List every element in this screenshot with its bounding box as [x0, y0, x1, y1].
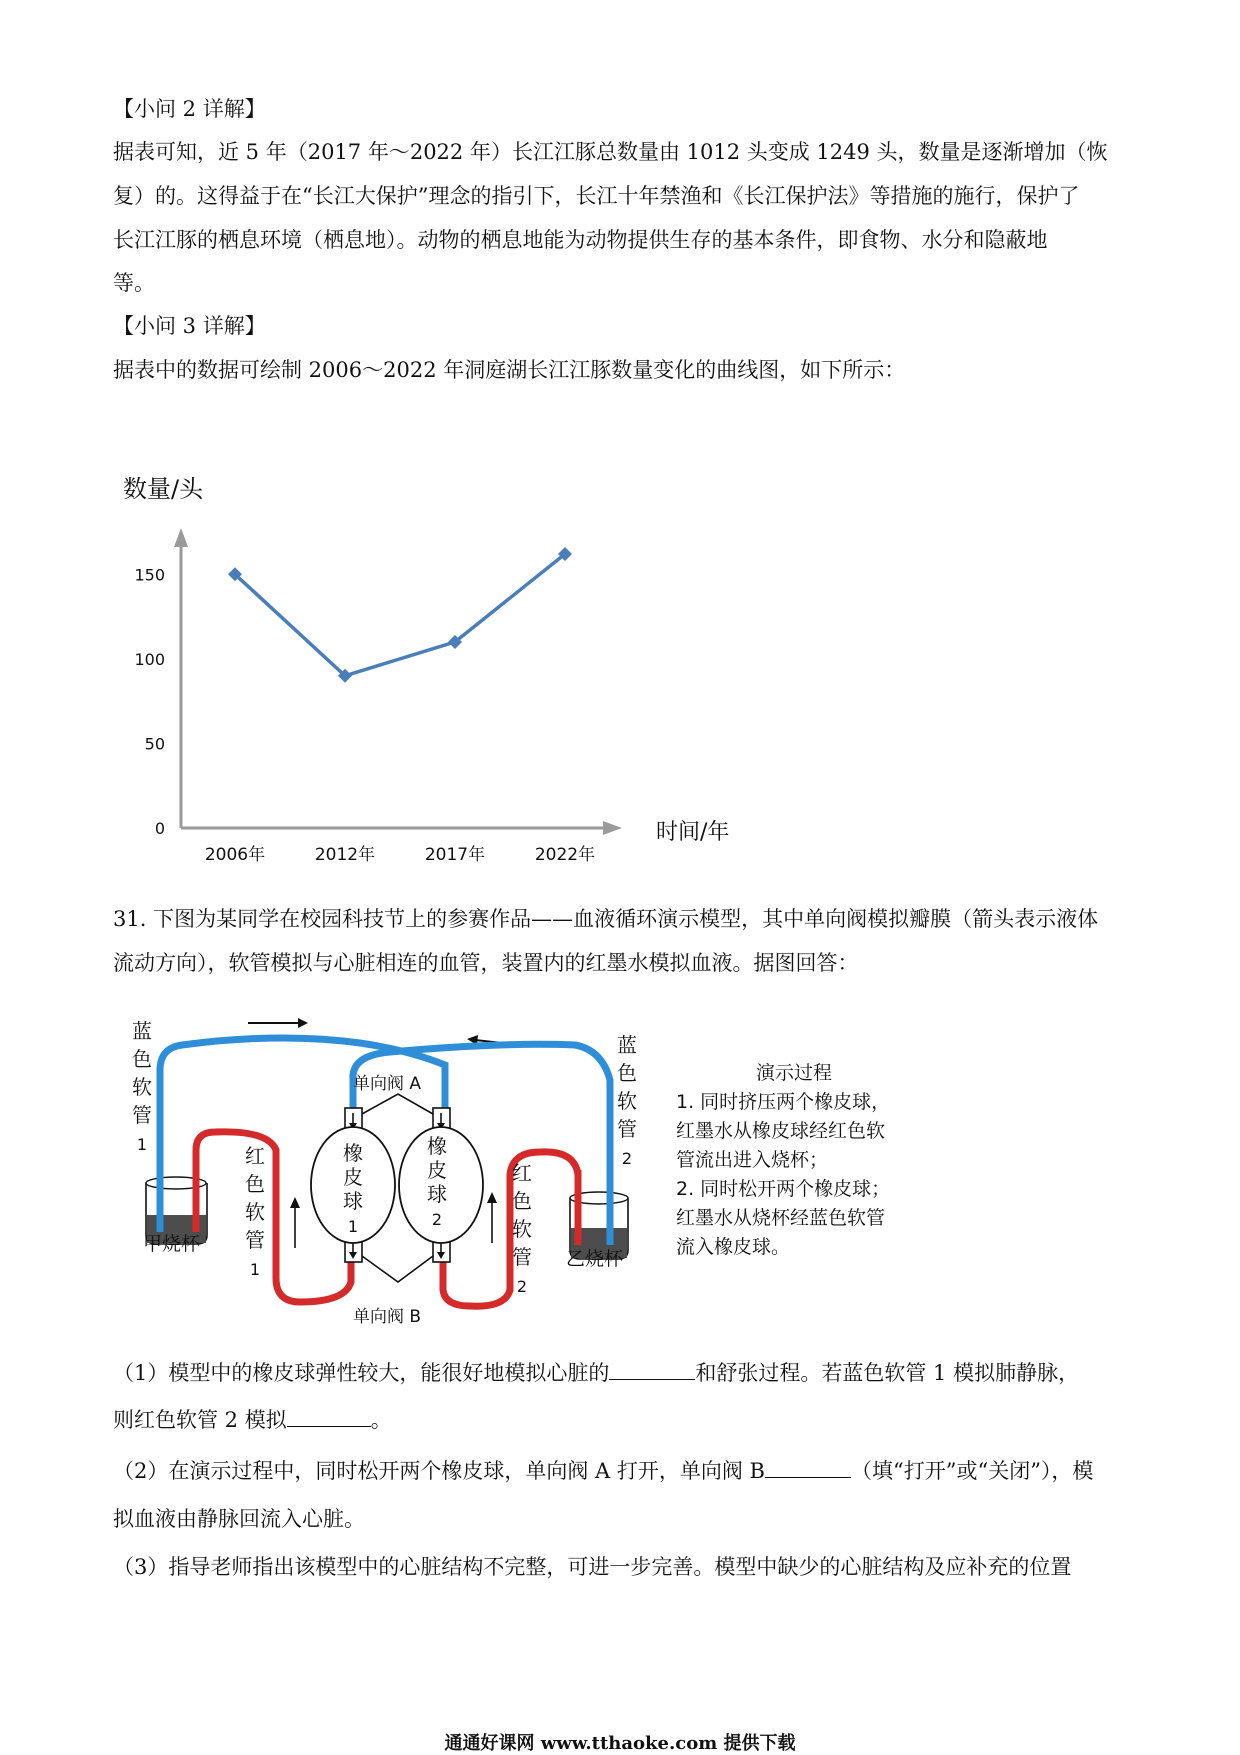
diagram-label-char: 管	[617, 1117, 637, 1141]
diagram-label-char: 软	[512, 1217, 532, 1241]
chart-y-tick-label: 150	[134, 565, 165, 585]
valve-a-frame	[345, 1094, 450, 1132]
diagram-label-char: 2	[431, 1210, 443, 1229]
diagram-label-char: 红	[512, 1161, 532, 1185]
chart-y-tick-label: 0	[154, 819, 165, 838]
diagram-label-char: 色	[132, 1047, 152, 1071]
q31-sub1-line-2	[113, 1408, 392, 1432]
q31-stem-line-1: 31. 下图为某同学在校园科技节上的参赛作品——血液循环演示模型，其中单向阀模拟瓣膜（箭头表示液体	[113, 907, 1099, 931]
diagram-label-char: 蓝	[132, 1019, 152, 1043]
chart-y-tick-label: 50	[144, 734, 165, 754]
demo-step-line: 管流出进入烧杯；	[676, 1149, 829, 1171]
chart-y-tick-label: 100	[134, 649, 165, 669]
q2-heading: 【小问 2 详解】	[113, 97, 266, 121]
q31-sub2-line-1	[113, 1459, 1093, 1483]
q31-sub2-text-a: （2）在演示过程中，同时松开两个橡皮球，单向阀 A 打开，单向阀 B	[113, 1459, 765, 1483]
top-flow-arrow-right	[248, 1018, 308, 1028]
demo-title: 演示过程	[756, 1062, 833, 1084]
diagram-label-char: 橡	[343, 1141, 363, 1165]
diagram-label-char: 软	[245, 1200, 265, 1224]
diagram-label-char: 1	[136, 1135, 148, 1154]
diagram-label-char: 2	[516, 1277, 528, 1296]
answer-blank-3[interactable]	[765, 1459, 851, 1478]
label-blue-tube-1	[132, 1019, 152, 1154]
label-valve-a: 单向阀 A	[353, 1074, 422, 1094]
q2-line-3: 长江江豚的栖息环境（栖息地）。动物的栖息地能为动物提供生存的基本条件，即食物、水分和隐蔽地	[113, 228, 1048, 252]
label-valve-b: 单向阀 B	[353, 1307, 422, 1327]
demo-step-line: 红墨水从橡皮球经红色软	[676, 1120, 886, 1142]
diagram-label-char: 球	[343, 1189, 363, 1213]
diagram-label-char: 蓝	[617, 1033, 637, 1057]
page-footer: 通通好课网 www.tthaoke.com 提供下载	[444, 1733, 796, 1754]
label-beaker-jia: 甲烧杯	[143, 1233, 201, 1255]
red-tube-2-up-arrow	[487, 1192, 497, 1243]
q31-sub1-text-d: 。	[370, 1408, 392, 1432]
diagram-label-char: 1	[347, 1217, 359, 1236]
q31-stem-line-2: 流动方向），软管模拟与心脏相连的血管，装置内的红墨水模拟血液。据图回答：	[113, 951, 859, 975]
label-beaker-yi: 乙烧杯	[566, 1248, 624, 1270]
chart-x-tick-label: 2022年	[534, 845, 596, 865]
chart-x-tick-label: 2017年	[424, 845, 486, 865]
diagram-label-char: 软	[617, 1089, 637, 1113]
q31-sub1-text-b: 和舒张过程。若蓝色软管 1 模拟肺静脉，	[695, 1361, 1080, 1385]
q3-heading: 【小问 3 详解】	[113, 314, 266, 338]
valve-b-frame	[345, 1238, 450, 1282]
demo-step-line: 1. 同时挤压两个橡皮球，	[676, 1091, 891, 1113]
demo-step-line: 流入橡皮球。	[676, 1236, 791, 1258]
diagram-label-char: 1	[249, 1260, 261, 1279]
answer-blank-2[interactable]	[287, 1408, 371, 1427]
diagram-label-char: 色	[245, 1172, 265, 1196]
diagram-label-char: 2	[621, 1149, 633, 1168]
diagram-label-char: 皮	[343, 1165, 363, 1189]
diagram-label-char: 红	[245, 1144, 265, 1168]
q31-sub2-line-2: 拟血液由静脉回流入心脏。	[113, 1507, 365, 1531]
q2-line-1: 据表可知，近 5 年（2017 年～2022 年）长江江豚总数量由 1012 头变成 1249 头，数量是逐渐增加（恢	[113, 140, 1108, 164]
diagram-label-char: 皮	[427, 1158, 447, 1182]
diagram-label-char: 色	[617, 1061, 637, 1085]
q31-sub1-line-1	[113, 1361, 1079, 1385]
chart-x-tick-label: 2006年	[204, 845, 266, 865]
q31-sub3-line-1: （3）指导老师指出该模型中的心脏结构不完整，可进一步完善。模型中缺少的心脏结构及应补充的位置	[113, 1555, 1072, 1579]
answer-blank-1[interactable]	[609, 1361, 695, 1380]
q2-line-2: 复）的。这得益于在“长江大保护”理念的指引下，长江十年禁渔和《长江保护法》等措施的施行，保护了	[113, 184, 1080, 208]
label-blue-tube-2	[617, 1033, 637, 1168]
q2-line-4: 等。	[113, 271, 155, 295]
chart-y-axis-label: 数量/头	[123, 475, 204, 503]
label-red-tube-2	[512, 1161, 532, 1296]
q31-sub1-text-c: 则红色软管 2 模拟	[113, 1408, 287, 1432]
label-red-tube-1	[245, 1144, 265, 1279]
diagram-label-char: 球	[427, 1182, 447, 1206]
diagram-label-char: 软	[132, 1075, 152, 1099]
chart-x-axis-label: 时间/年	[656, 820, 730, 845]
diagram-label-char: 色	[512, 1189, 532, 1213]
red-tube-1-up-arrow	[290, 1197, 300, 1248]
q31-sub2-text-b: （填“打开”或“关闭”），模	[850, 1459, 1094, 1483]
diagram-label-char: 管	[245, 1228, 265, 1252]
chart-x-tick-label: 2012年	[314, 845, 376, 865]
q31-sub1-text-a: （1）模型中的橡皮球弹性较大，能很好地模拟心脏的	[113, 1361, 610, 1385]
diagram-label-char: 橡	[427, 1134, 447, 1158]
demo-step-line: 2. 同时松开两个橡皮球；	[676, 1178, 891, 1200]
demo-step-line: 红墨水从烧杯经蓝色软管	[676, 1207, 886, 1229]
diagram-label-char: 管	[132, 1103, 152, 1127]
diagram-label-char: 管	[512, 1245, 532, 1269]
demo-steps	[676, 1091, 890, 1258]
q3-intro: 据表中的数据可绘制 2006～2022 年洞庭湖长江江豚数量变化的曲线图，如下所示：	[113, 358, 906, 382]
